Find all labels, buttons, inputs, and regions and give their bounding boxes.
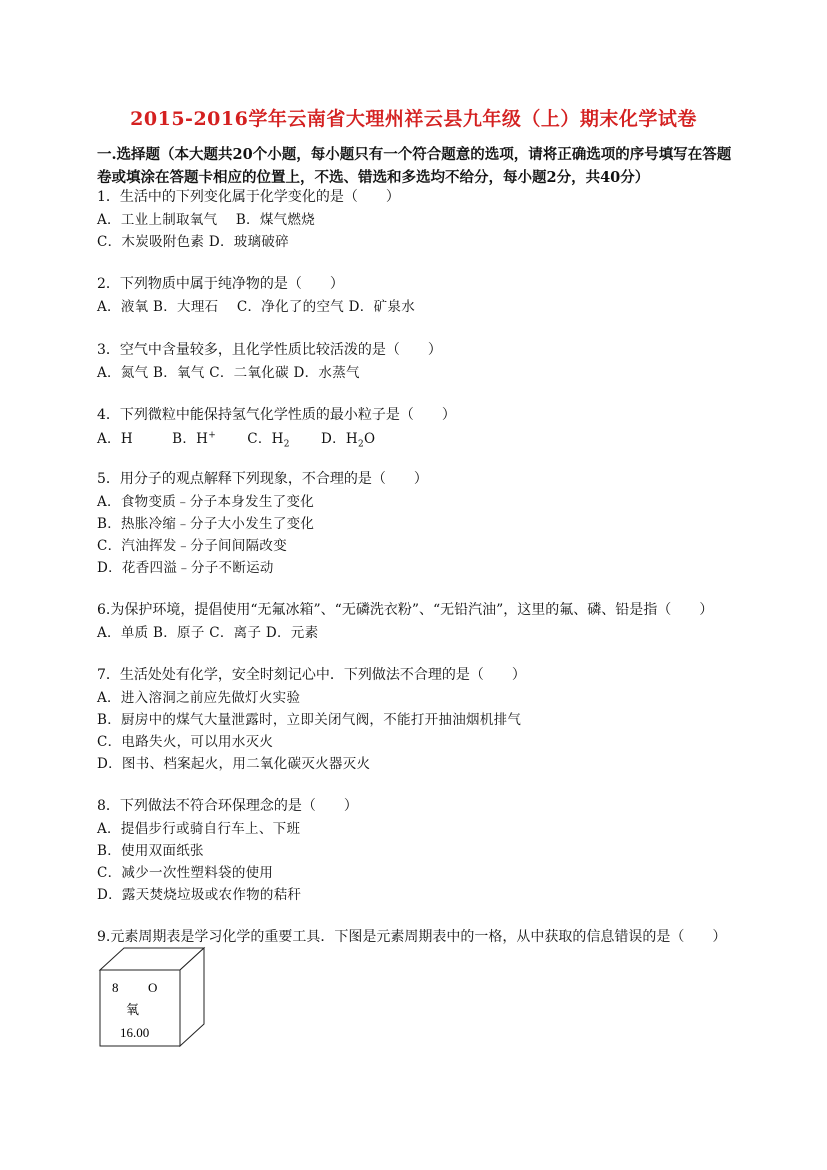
question-1-options-cd: C．木炭吸附色素 D．玻璃破碎 xyxy=(97,234,289,250)
question-5-option-c: C．汽油挥发﹣分子间间隔改变 xyxy=(97,538,288,554)
element-name: 氧 xyxy=(126,1003,140,1018)
question-7-option-d: D．图书、档案起火，用二氧化碳灭火器灭火 xyxy=(97,756,371,772)
question-9-stem: 9.元素周期表是学习化学的重要工具．下图是元素周期表中的一格，从中获取的信息错误的是（ ） xyxy=(97,929,727,945)
question-2-stem: 2．下列物质中属于纯净物的是（ ） xyxy=(97,276,344,292)
element-cell-figure xyxy=(96,946,208,1050)
question-5-option-a: A．食物变质﹣分子本身发生了变化 xyxy=(97,494,315,510)
option-b: B．H+ xyxy=(172,430,217,447)
question-4-stem: 4．下列微粒中能保持氢气化学性质的最小粒子是（ ） xyxy=(97,407,456,423)
element-symbol: O xyxy=(148,980,158,995)
question-3-options: A．氮气 B．氧气 C．二氧化碳 D．水蒸气 xyxy=(97,365,360,381)
question-1-stem: 1．生活中的下列变化属于化学变化的是（ ） xyxy=(97,189,400,205)
question-8-option-d: D．露天焚烧垃圾或农作物的秸秆 xyxy=(97,887,302,903)
atomic-mass: 16.00 xyxy=(120,1025,150,1040)
question-5-option-b: B．热胀冷缩﹣分子大小发生了变化 xyxy=(97,516,315,532)
question-4-options xyxy=(97,427,375,450)
question-7-option-c: C．电路失火，可以用水灭火 xyxy=(97,734,274,750)
option-a: A．H xyxy=(97,431,133,447)
question-8-stem: 8．下列做法不符合环保理念的是（ ） xyxy=(97,798,358,814)
question-2-options: A．液氧 B．大理石 C．净化了的空气 D．矿泉水 xyxy=(97,299,415,315)
question-5-option-d: D．花香四溢﹣分子不断运动 xyxy=(97,560,274,576)
option-c: C．$H_2$ xyxy=(247,431,290,450)
question-8-option-a: A．提倡步行或骑自行车上、下班 xyxy=(97,821,301,837)
exam-title: 2015-2016学年云南省大理州祥云县九年级（上）期末化学试卷 xyxy=(130,108,697,130)
question-7-option-a: A．进入溶洞之前应先做灯火实验 xyxy=(97,690,301,706)
question-8-option-b: B．使用双面纸张 xyxy=(97,843,204,859)
question-1-options-ab: A．工业上制取氧气 B．煤气燃烧 xyxy=(97,212,316,228)
question-3-stem: 3．空气中含量较多，且化学性质比较活泼的是（ ） xyxy=(97,342,442,358)
question-5-stem: 5．用分子的观点解释下列现象，不合理的是（ ） xyxy=(97,471,428,487)
question-6-stem: 6.为保护环境，提倡使用“无氟冰箱”、“无磷洗衣粉”、“无铅汽油”，这里的氟、磷、铅是指（ ） xyxy=(97,602,714,618)
atomic-number: 8 xyxy=(112,980,119,995)
question-6-options: A．单质 B．原子 C．离子 D．元素 xyxy=(97,625,319,641)
section-heading: 一.选择题（本大题共20个小题，每小题只有一个符合题意的选项，请将正确选项的序号填写在答题卷或填涂在答题卡相应的位置上，不选、错选和多选均不给分，每小题2分，共40分） xyxy=(97,146,732,186)
option-d: D．$H_2O$ xyxy=(320,431,376,450)
question-7-stem: 7．生活处处有化学，安全时刻记心中．下列做法不合理的是（ ） xyxy=(97,667,526,683)
question-7-option-b: B．厨房中的煤气大量泄露时，立即关闭气阀，不能打开抽油烟机排气 xyxy=(97,712,522,728)
question-8-option-c: C．减少一次性塑料袋的使用 xyxy=(97,865,274,881)
